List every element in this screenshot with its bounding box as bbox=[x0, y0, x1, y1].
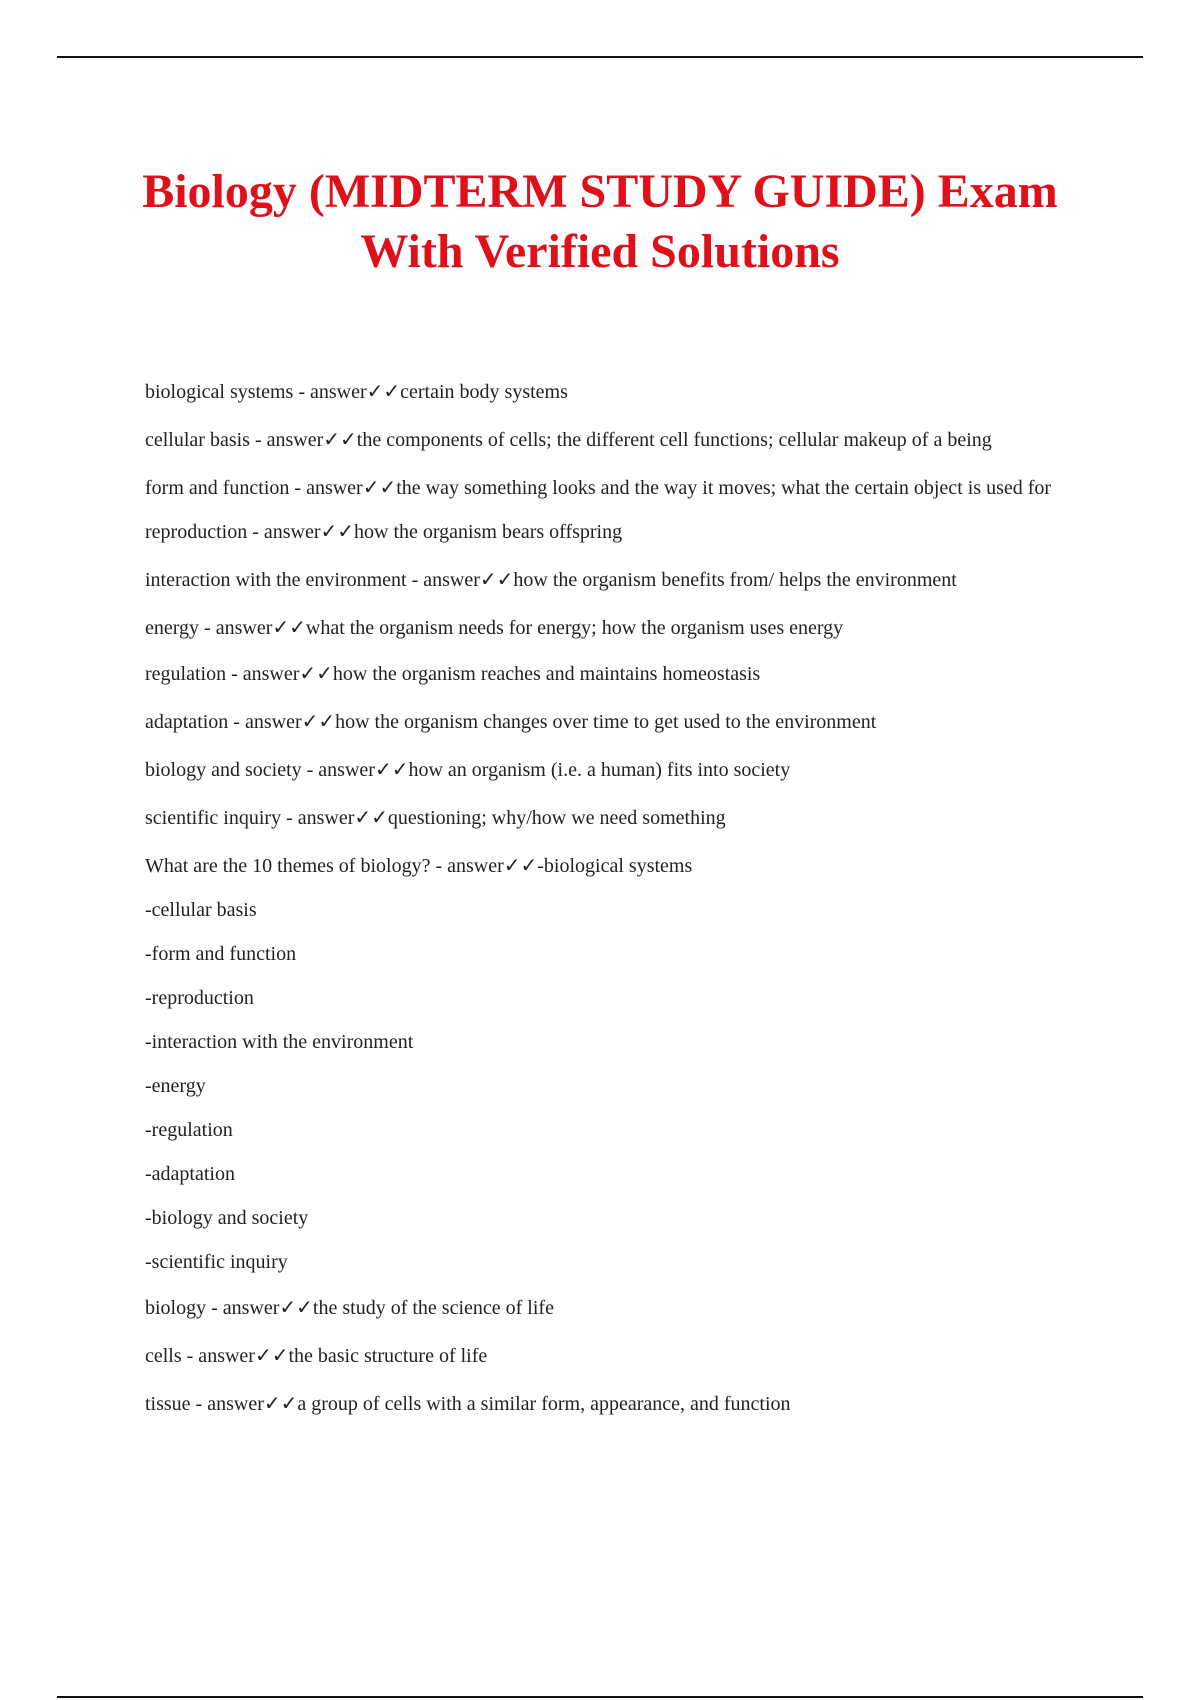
entry-form-and-function: form and function - answer✓✓the way something looks and the way it moves; what the certain object is used for bbox=[145, 477, 1052, 499]
entry-regulation: regulation - answer✓✓how the organism reaches and maintains homeostasis bbox=[145, 663, 761, 685]
entry-cellular-basis: cellular basis - answer✓✓the components of cells; the different cell functions; cellular makeup of a being bbox=[145, 429, 992, 451]
theme-list-item: -reproduction bbox=[145, 987, 254, 1009]
entry-cells: cells - answer✓✓the basic structure of life bbox=[145, 1345, 488, 1367]
bottom-rule bbox=[57, 1696, 1143, 1698]
study-entries bbox=[145, 378, 1090, 1418]
theme-list-item: -cellular basis bbox=[145, 899, 257, 921]
entry-scientific-inquiry: scientific inquiry - answer✓✓questioning; why/how we need something bbox=[145, 807, 726, 829]
entry-reproduction: reproduction - answer✓✓how the organism bears offspring bbox=[145, 521, 623, 543]
theme-list-item: -adaptation bbox=[145, 1163, 235, 1185]
title-line-1: Biology (MIDTERM STUDY GUIDE) Exam bbox=[142, 165, 1058, 218]
document-title bbox=[100, 162, 1100, 282]
theme-list-item: -interaction with the environment bbox=[145, 1031, 414, 1053]
entry-tissue: tissue - answer✓✓a group of cells with a similar form, appearance, and function bbox=[145, 1393, 791, 1415]
entry-interaction-environment: interaction with the environment - answer✓✓how the organism benefits from/ helps the environment bbox=[145, 569, 957, 591]
entry-biological-systems: biological systems - answer✓✓certain body systems bbox=[145, 381, 568, 403]
entry-energy: energy - answer✓✓what the organism needs for energy; how the organism uses energy bbox=[145, 617, 844, 639]
theme-list-item: -regulation bbox=[145, 1119, 233, 1141]
theme-list-item: -scientific inquiry bbox=[145, 1251, 288, 1273]
entry-biology: biology - answer✓✓the study of the science of life bbox=[145, 1297, 554, 1319]
entry-ten-themes: What are the 10 themes of biology? - answer✓✓-biological systems bbox=[145, 855, 693, 877]
entry-biology-and-society: biology and society - answer✓✓how an organism (i.e. a human) fits into society bbox=[145, 759, 791, 781]
theme-list-item: -biology and society bbox=[145, 1207, 309, 1229]
theme-list-item: -form and function bbox=[145, 943, 297, 965]
title-line-2: With Verified Solutions bbox=[360, 225, 840, 278]
theme-list-item: -energy bbox=[145, 1075, 206, 1097]
entry-adaptation: adaptation - answer✓✓how the organism changes over time to get used to the environment bbox=[145, 711, 877, 733]
top-rule bbox=[57, 56, 1143, 58]
